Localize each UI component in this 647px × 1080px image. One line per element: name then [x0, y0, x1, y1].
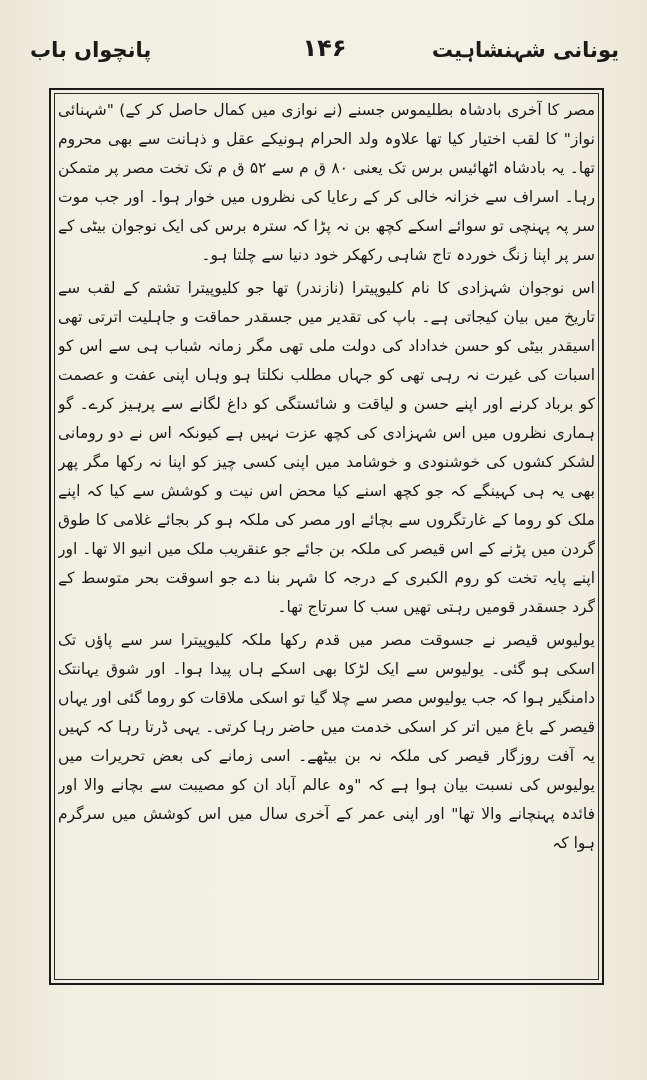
- running-head-chapter: پانچواں باب: [30, 38, 152, 62]
- paragraph-1: مصر کا آخری بادشاہ بطلیموس جسنے (نے نوازی میں کمال حاصل کر کے) "شہنائی نواز" کا لقب اختیار کیا تھا علاوہ ولد الحرام ہونیکے عقل و ذہانت سے بھی محروم تھا۔ یہ بادشاہ اٹھائیس برس تک یعنی ۸۰ ق م سے ۵۲ ق م تک تخت مصر پر متمکن رہا۔ اسراف سے خزانہ خالی کر کے رعایا کی نظروں میں خوار ہوا۔ اور جب موت سر پہ پہنچی تو سوائے اسکے کچھ بن نہ پڑا کہ سترہ برس کی ایک نوجوان بیٹی کے سر پر اپنا زنگ خوردہ تاج شاہی رکھکر خود دنیا سے چلتا ہو۔: [58, 101, 595, 264]
- running-head-title: یونانی شہنشاہیت: [431, 38, 619, 62]
- body-text: [58, 96, 595, 976]
- paragraph-3: یولیوس قیصر نے جسوقت مصر میں قدم رکھا ملکہ کلیوپیترا سر سے پاؤں تک اسکی ہو گئی۔ یولیوس سے ایک لڑکا بھی اسکے ہاں پیدا ہوا۔ اور شوق یہانتک دامنگیر ہوا کہ جب یولیوس مصر سے چلا گیا تو اسکی ملاقات کو روما گئی اور یہاں قیصر کے باغ میں اتر کر اسکی خدمت میں حاضر رہا کرتی۔ یہی ڈرتا رہا کہ کہیں یہ آفت روزگار قیصر کی ملکہ نہ بن بیٹھے۔ اسی زمانے کی بعض تحریرات میں یولیوس کی نسبت بیان ہوا ہے کہ "وہ عالم آباد ان کو مصیبت سے بچانے والا اور فائدہ پہنچانے والا تھا" اور اپنی عمر کے آخری سال میں اس کوشش میں سرگرم ہوا کہ: [58, 631, 595, 852]
- running-head: [30, 34, 619, 74]
- page-number: ۱۴۶: [302, 34, 347, 62]
- paragraph-2: اس نوجوان شہزادی کا نام کلیوپیترا (نازندر) تھا جو کلیوپیترا تشتم کے لقب سے تاریخ میں بیان کیجاتی ہے۔ باپ کی تقدیر میں جسقدر حماقت و جاہلیت اترتی تھی اسیقدر بیٹی کو حسن خداداد کی دولت ملی تھی مگر زمانہ شباب ہی سے اس کو اسبات کی غیرت نہ رہی تھی کو جہاں مطلب نکلتا ہو وہاں اپنی عفت و عصمت کو برباد کرنے اور اپنے حسن و لیاقت و شائستگی کو داغ لگانے سے پرہیز کرے۔ گو ہماری نظروں میں اس شہزادی کی کچھ عزت نہیں ہے کیونکہ اس نے دو رومانی لشکر کشوں کی خوشنودی و خوشامد میں اپنی کسی چیز کو اپنا نہ رکھا مگر پھر بھی یہ ہی کہینگے کہ جو کچھ اسنے کیا محض اس نیت و کوشش سے کیا کہ اپنے ملک کو روما کے غارتگروں سے بچائے اور مصر کی ملکہ ہو کر بجائے غلامی کا طوق گردن میں پڑنے کے اس قیصر کی ملکہ بن جائے جو عنقریب ملک میں انیو الا تھا۔ اور اپنے پایہ تخت کو روم الکبری کے درجہ کا شہر بنا دے جو اسوقت بحر متوسط کے گرد جسقدر قومیں رہتی تھیں سب کا سرتاج تھا۔: [58, 279, 595, 616]
